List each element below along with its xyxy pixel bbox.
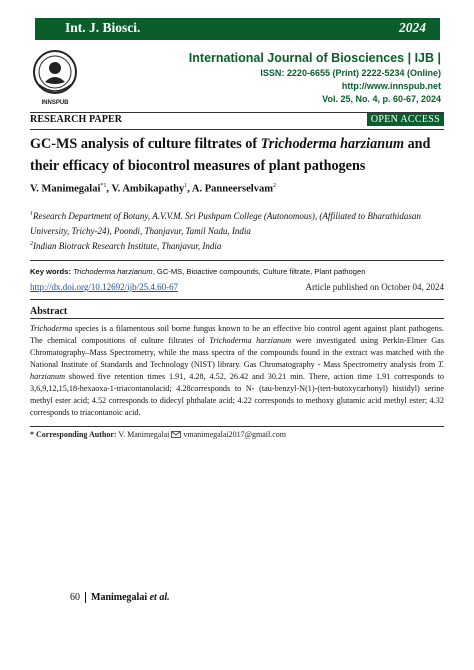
- author-1: V. Manimegalai: [30, 183, 101, 195]
- keywords-list: , GC-MS, Bioactive compounds, Culture filtrate, Plant pathogen: [152, 267, 366, 276]
- doi-row: [30, 282, 444, 296]
- envelope-icon: [171, 431, 181, 438]
- type-divider: [30, 129, 444, 130]
- publisher-name: INNSPUB: [41, 100, 69, 106]
- page-number: 60: [70, 592, 86, 603]
- author-2: V. Ambikapathy: [111, 183, 185, 195]
- corr-email[interactable]: vmanimegalai2017@gmail.com: [181, 430, 287, 439]
- journal-short-name: Int. J. Biosci.: [65, 20, 141, 35]
- abstract-species-2: Trichoderma harzianum: [209, 336, 292, 345]
- abstract-sentence-3: showed five retention times 1.91, 4.28, 4.52, 26.42 and 30.21 min. There, action time 1.91 corresponds to 3,6,9,12,15,18-hexaoxa-1-triacontanolacid; 4.28corresponds to N- (tau-benzyl-N(1)-(tert-butoxycarbonyl) histidyl) serine methyl ester acid; 4.52 corresponds to didecyl phthalate acid; 4.22 corresponds to methoxy glutamic acid methyl ester; 4.32 corresponds to triacontanoic acid.: [30, 372, 444, 417]
- author-1-affil: *1: [100, 183, 107, 189]
- footer-author: [86, 592, 170, 603]
- journal-volume: Vol. 25, No. 4, p. 60-67, 2024: [322, 94, 441, 104]
- journal-issn: ISSN: 2220-6655 (Print) 2222-5234 (Online): [260, 68, 441, 78]
- footer-etal: et al.: [149, 592, 170, 603]
- doi-link[interactable]: http://dx.doi.org/10.12692/ijb/25.4.60-67: [30, 282, 179, 292]
- keywords-label: Key words:: [30, 267, 71, 276]
- title-part1: GC-MS analysis of culture filtrates of: [30, 136, 258, 152]
- publisher-emblem-icon: [30, 48, 80, 100]
- affiliation-number: 1: [30, 211, 33, 217]
- affil-divider: [30, 260, 444, 261]
- author-3-affil: 2: [272, 183, 276, 189]
- journal-title: International Journal of Biosciences | IJB |: [188, 51, 441, 65]
- author-separator: ,: [106, 183, 112, 195]
- journal-info: [189, 50, 441, 106]
- keywords: [30, 267, 444, 276]
- affiliation-1: [30, 207, 444, 239]
- page-footer: [70, 592, 170, 603]
- publisher-logo: [30, 48, 80, 108]
- abstract-divider: [30, 318, 444, 319]
- corr-marker: *: [30, 430, 34, 439]
- abstract-text: [30, 323, 444, 419]
- open-access-badge: OPEN ACCESS: [367, 113, 444, 126]
- journal-url[interactable]: http://www.innspub.net: [341, 81, 441, 91]
- abstract-species-1: Trichoderma: [30, 324, 73, 333]
- corr-label: Corresponding Author:: [36, 430, 117, 439]
- article-type: RESEARCH PAPER: [30, 114, 123, 125]
- keywords-species: Trichoderma harzianum: [73, 267, 153, 276]
- abstract-heading: Abstract: [30, 306, 68, 317]
- author-2-affil: 1: [184, 183, 188, 189]
- article-type-row: [30, 114, 444, 128]
- abstract-species-3: T. harzianum: [30, 360, 444, 381]
- corr-name: V. Manimegalai: [116, 430, 172, 439]
- published-date: Article published on October 04, 2024: [305, 282, 444, 292]
- affiliation-text: Research Department of Botany, A.V.V.M. Sri Pushpam College (Autonomous), (Affiliated to Bharathidasan University, Trichy-24), Poondi, Thanjavur, Tamil Nadu, India: [30, 211, 421, 236]
- title-species: Trichoderma harzianum: [260, 136, 405, 152]
- abstract-sentence-1: species is a filamentous soil borne fungus known to be an effective bio control agent against plant pathogens. The chemical compositions of culture filtrates of: [30, 324, 444, 345]
- abstract-sentence-2: were investigated using Perkin-Elmer Gas Chromatography–Mass Spectrometry, while the mass spectra of the compounds found in the extract was matched with the National Institute of Standards and Technology (NIST) library. Gas Chromatography - Mass Spectrometry analysis from: [30, 336, 445, 369]
- affiliation-number: 2: [30, 241, 33, 247]
- footer-author-name: Manimegalai: [91, 592, 148, 603]
- author-separator: ,: [187, 183, 192, 195]
- affiliation-2: [30, 237, 444, 254]
- author-3: A. Panneerselvam: [191, 183, 273, 195]
- abstract-divider-top: [30, 299, 444, 300]
- journal-banner: [35, 18, 440, 40]
- article-title: [30, 133, 444, 177]
- title-part2: and their efficacy of biocontrol measures of plant pathogens: [30, 136, 431, 174]
- corresponding-author: [30, 430, 444, 439]
- publication-year: 2024: [399, 20, 426, 35]
- affiliation-text: Indian Biotrack Research Institute, Thanjavur, India: [33, 241, 222, 251]
- author-list: [30, 183, 276, 195]
- corresponding-divider: [30, 426, 444, 427]
